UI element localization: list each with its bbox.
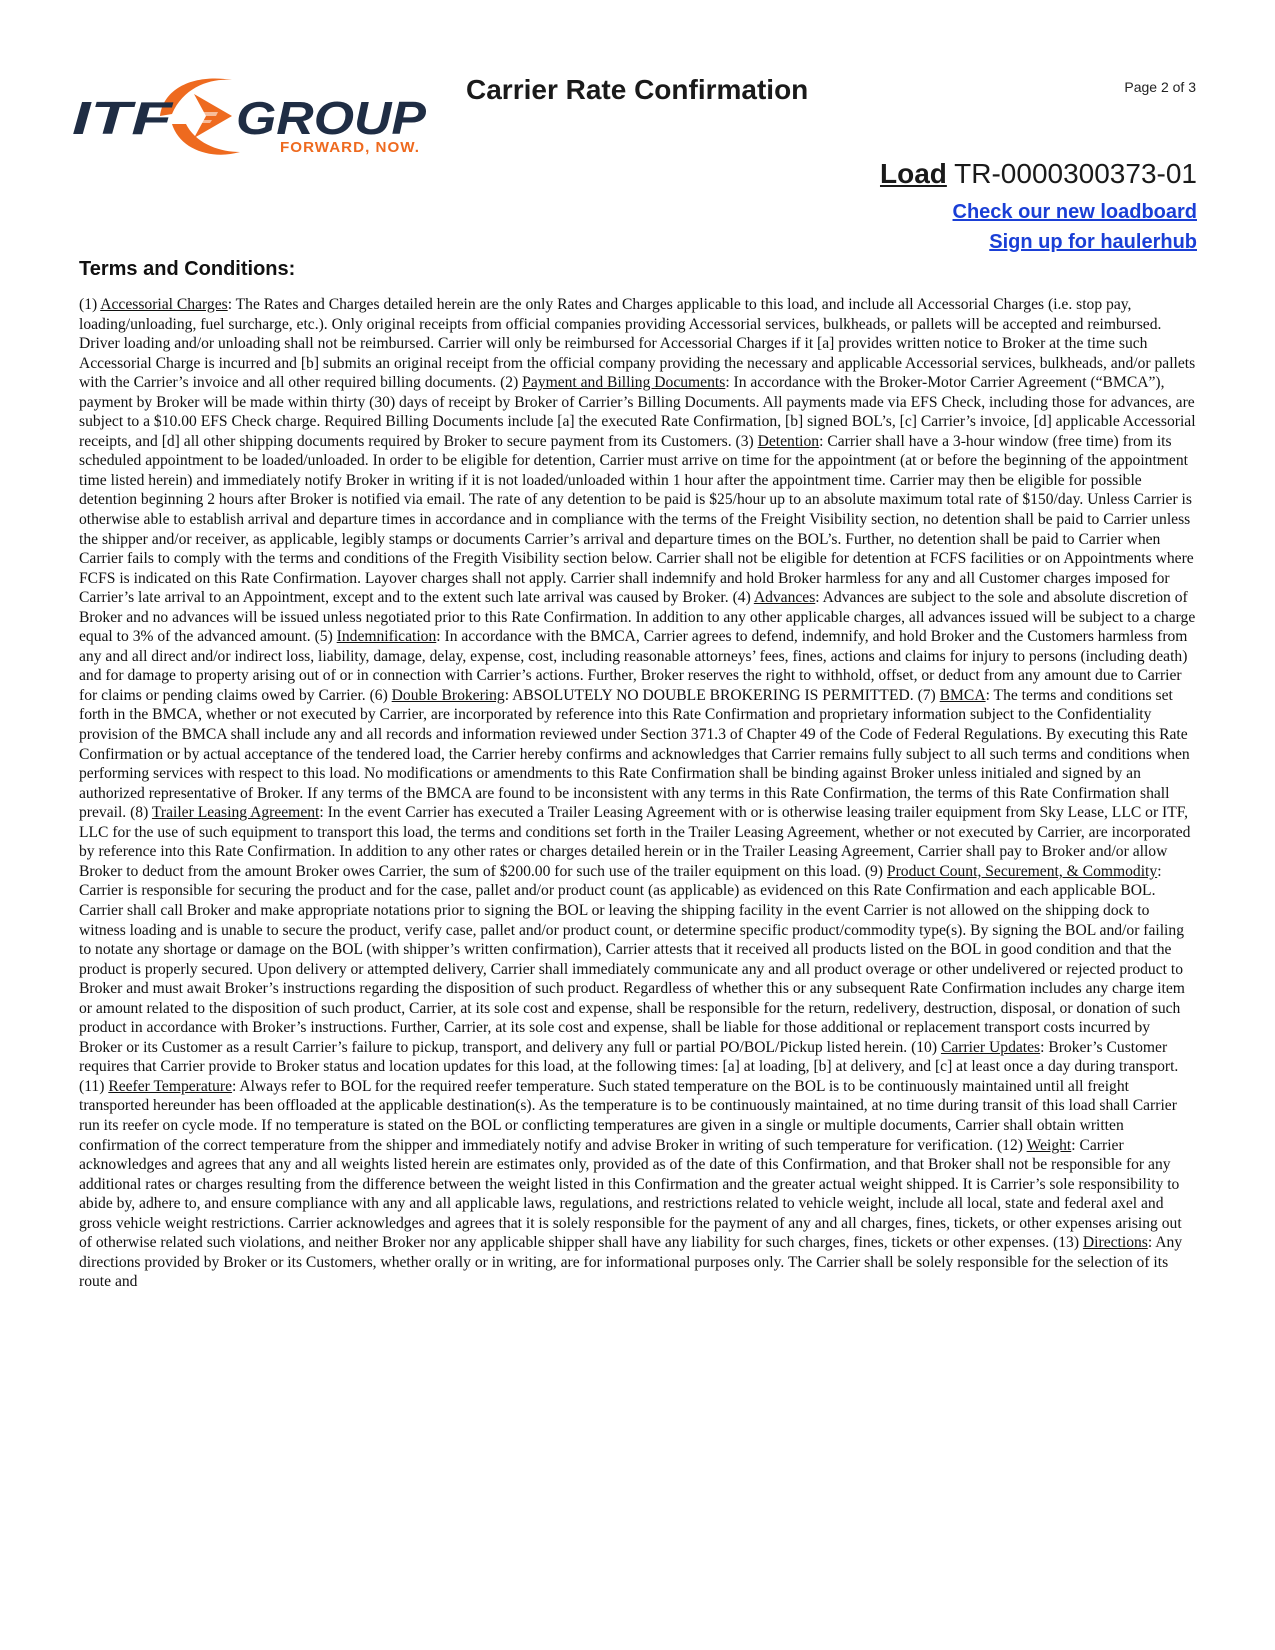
term-2-text: : In accordance with the Broker-Motor Carrier Agreement (“BMCA”), payment by Broker will be made within thirty (30) days of receipt by Broker of Carrier’s Billing Documents. All payments made via EFS Check, including those for advances, are subject to a $10.00 EFS Check charge. Required Billing Documents include [a] the executed Rate Confirmation, [b] signed BOL’s, [c] Carrier’s invoice, [d] applicable Accessorial receipts, and [d] all other shipping documents required by Broker to secure payment from its Customers.	[79, 374, 1196, 450]
term-7-number: (7)	[917, 686, 936, 704]
term-6-title: Double Brokering	[391, 686, 505, 704]
term-3-title: Detention	[757, 432, 820, 450]
term-8-number: (8)	[130, 804, 149, 822]
term-1-text: : The Rates and Charges detailed herein are the only Rates and Charges applicable to this load, and include all Accessorial Charges (i.e. stop pay, loading/unloading, fuel surcharge, etc.). Only original receipts from official companies providing Accessorial services, bulkheads, or pallets will be accepted and reimbursed. Driver loading and/or unloading shall not be reimbursed. Carrier will only be reimbursed for Accessorial Charges if it [a] provides written notice to Broker at the time such Accessorial Charge is incurred and [b] submits an original receipt from the official company providing the necessary and applicable Accessorial services, bulkheads, and/or pallets with the Carrier’s invoice and all other required billing documents.	[79, 296, 1196, 392]
term-3-text: : Carrier shall have a 3-hour window (free time) from its scheduled appointment to be loaded/unloaded. In order to be eligible for detention, Carrier must arrive on time for the appointment (at or before the beginning of the appointment time listed herein) and immediately notify Broker in writing if it is not loaded/unloaded within 1 hour after the appointment time. Carrier may then be eligible for possible detention beginning 2 hours after Broker is notified via email. The rate of any detention to be paid is $25/hour up to an absolute maximum total rate of $150/day. Unless Carrier is otherwise able to establish arrival and departure times in accordance and in compliance with the terms of the Freight Visibility section, no detention shall be paid to Carrier unless the shipper and/or receiver, as applicable, legibly stamps or documents Carrier’s arrival and departure times on the BOL’s. Further, no detention shall be paid to Carrier when Carrier fails to comply with the terms and conditions of the Fregith Visibility section below. Carrier shall not be eligible for detention at FCFS facilities or on Appointments where FCFS is indicated on this Rate Confirmation. Layover charges shall not apply. Carrier shall indemnify and hold Broker harmless for any and all Customer charges imposed for Carrier’s late arrival to an Appointment, except and to the extent such late arrival was caused by Broker.	[79, 432, 1194, 607]
logo-graphic	[72, 72, 452, 162]
term-9-title: Product Count, Securement, & Commodity	[886, 862, 1158, 880]
term-10-title: Carrier Updates	[940, 1038, 1041, 1056]
term-9-number: (9)	[864, 862, 883, 880]
term-12-title: Weight	[1026, 1136, 1072, 1154]
term-4-text: : Advances are subject to the sole and absolute discretion of Broker and no advances will be issued unless negotiated prior to this Rate Confirmation. In addition to any other applicable charges, all advances issued will be subject to a charge equal to 3% of the advanced amount.	[79, 589, 1196, 646]
term-6-text: : ABSOLUTELY NO DOUBLE BROKERING IS PERMITTED.	[504, 686, 914, 704]
term-13-title: Directions	[1082, 1234, 1148, 1252]
load-number: TR-0000300373-01	[954, 158, 1197, 189]
term-7-text: : The terms and conditions set forth in the BMCA, whether or not executed by Carrier, are incorporated by reference into this Rate Confirmation and proprietary information subject to the Confidentiality provision of the BMCA shall include any and all records and information reviewed under Section 371.3 of Chapter 49 of the Code of Federal Regulations. By executing this Rate Confirmation or by actual acceptance of the tendered load, the Carrier hereby confirms and acknowledges that Carrier remains fully subject to all such terms and conditions when performing services with respect to this load. No modifications or amendments to this Rate Confirmation shall be binding against Broker unless initialed and signed by an authorized representative of Broker. If any terms of the BMCA are found to be inconsistent with any terms in this Rate Confirmation, the terms of this Rate Confirmation shall prevail.	[79, 686, 1190, 822]
terms-body	[79, 295, 1196, 1292]
term-5-number: (5)	[314, 628, 333, 646]
load-label: Load	[879, 158, 947, 189]
term-4-number: (4)	[732, 589, 751, 607]
term-4-title: Advances	[753, 589, 816, 607]
loadboard-link[interactable]: Check our new loadboard	[952, 201, 1197, 223]
logo-tagline: FORWARD, NOW.	[280, 139, 420, 156]
term-8-text: : In the event Carrier has executed a Trailer Leasing Agreement with or is otherwise leasing trailer equipment from Sky Lease, LLC or ITF, LLC for the use of such equipment to transport this load, the terms and conditions set forth in the Trailer Leasing Agreement, whether or not executed by Carrier, are incorporated by reference into this Rate Confirmation. In addition to any other rates or charges detailed herein or in the Trailer Leasing Agreement, Carrier shall pay to Broker and/or allow Broker to deduct from the amount Broker owes Carrier, the sum of $200.00 for such use of the trailer equipment on this load.	[79, 804, 1191, 880]
term-13-number: (13)	[1053, 1234, 1080, 1252]
document-title: Carrier Rate Confirmation	[466, 74, 809, 105]
term-2-title: Payment and Billing Documents	[522, 374, 726, 392]
page-number: Page 2 of 3	[1124, 79, 1196, 95]
term-10-text: : Broker’s Customer requires that Carrier provide to Broker status and location updates for this load, at the following times: [a] at loading, [b] at delivery, and [c] at least once a day during transport.	[79, 1038, 1179, 1076]
term-3-number: (3)	[735, 432, 754, 450]
term-1-number: (1)	[79, 296, 98, 313]
term-5-text: : In accordance with the BMCA, Carrier agrees to defend, indemnify, and hold Broker and the Customers harmless from any and all direct and/or indirect loss, liability, damage, delay, expense, cost, including reasonable attorneys’ fees, fines, actions and claims for injury to persons (including death) and for damage to property arising out of or in connection with Carrier’s actions. Further, Broker reserves the right to withhold, offset, or deduct from any amount due to Carrier for claims or pending claims owed by Carrier.	[79, 628, 1188, 704]
term-11-text: : Always refer to BOL for the required reefer temperature. Such stated temperature on the BOL is to be continuously maintained until all freight transported hereunder has been offloaded at the applicable destination(s). As the temperature is to be continuously maintained, at no time during transit of this load shall Carrier run its reefer on cycle mode. If no temperature is stated on the BOL or conflicting temperatures are given in a single or multiple documents, Carrier shall obtain written confirmation of the correct temperature from the shipper and immediately notify and advise Broker in writing of such temperature for verification.	[79, 1077, 1177, 1154]
term-7-title: BMCA	[939, 686, 986, 704]
term-11-number: (11)	[79, 1077, 105, 1095]
load-number-line	[880, 158, 1197, 190]
term-2-number: (2)	[500, 374, 519, 392]
logo-brand-secondary: GROUP	[236, 92, 427, 144]
haulerhub-signup-link[interactable]: Sign up for haulerhub	[989, 231, 1197, 253]
term-12-text: : Carrier acknowledges and agrees that any and all weights listed herein are estimates only, provided as of the date of this Confirmation, and that Broker shall not be responsible for any additional rates or charges resulting from the difference between the weight listed in this Confirmation and the greater actual weight shipped. It is Carrier’s sole responsibility to abide by, adhere to, and ensure compliance with any and all applicable laws, regulations, and restrictions related to vehicle weight, include all local, state and federal axel and gross vehicle weight restrictions. Carrier acknowledges and agrees that it is solely responsible for the payment of any and all charges, fines, tickets, or other expenses arising out of otherwise related such violations, and neither Broker nor any applicable shipper shall have any liability for such charges, fines, tickets or other expenses.	[79, 1136, 1182, 1252]
term-6-number: (6)	[369, 686, 388, 704]
term-1-title: Accessorial Charges	[100, 296, 228, 313]
term-5-title: Indemnification	[336, 628, 437, 646]
term-8-title: Trailer Leasing Agreement	[151, 804, 320, 822]
term-11-title: Reefer Temperature	[108, 1077, 233, 1095]
term-13-text: : Any directions provided by Broker or its Customers, whether orally or in writing, are for informational purposes only. The Carrier shall be solely responsible for the selection of its route and	[79, 1234, 1183, 1291]
term-10-number: (10)	[911, 1038, 938, 1056]
term-12-number: (12)	[996, 1136, 1023, 1154]
term-9-text: : Carrier is responsible for securing the product and for the case, pallet and/or product count (as applicable) as evidenced on this Rate Confirmation and each applicable BOL. Carrier shall call Broker and make appropriate notations prior to signing the BOL or leaving the shipping facility in the event Carrier is not allowed on the shipping dock to witness loading and is unable to secure the product, verify case, pallet and/or product count, or determine specific product/commodity type(s). By signing the BOL and/or failing to notate any shortage or damage on the BOL (with shipper’s written confirmation), Carrier attests that it received all products listed on the BOL in good condition and that the product is properly secured. Upon delivery or attempted delivery, Carrier shall immediately communicate any and all product overage or other undelivered or rejected product to Broker and must await Broker’s instructions regarding the disposition of such product. Regardless of whether this or any subsequent Rate Confirmation includes any charge item or amount related to the disposition of such product, Carrier, at its sole cost and expense, shall be responsible for the return, redelivery, destruction, disposal, or donation of such product in accordance with Broker’s instructions. Further, Carrier, at its sole cost and expense, shall be liable for those additional or replacement transport costs incurred by Broker or its Customer as a result Carrier’s failure to pickup, transport, and delivery any full or partial PO/BOL/Pickup listed herein.	[79, 862, 1185, 1056]
logo-brand: ITF	[72, 92, 175, 144]
itf-group-logo	[72, 72, 452, 162]
terms-heading: Terms and Conditions:	[79, 258, 296, 280]
